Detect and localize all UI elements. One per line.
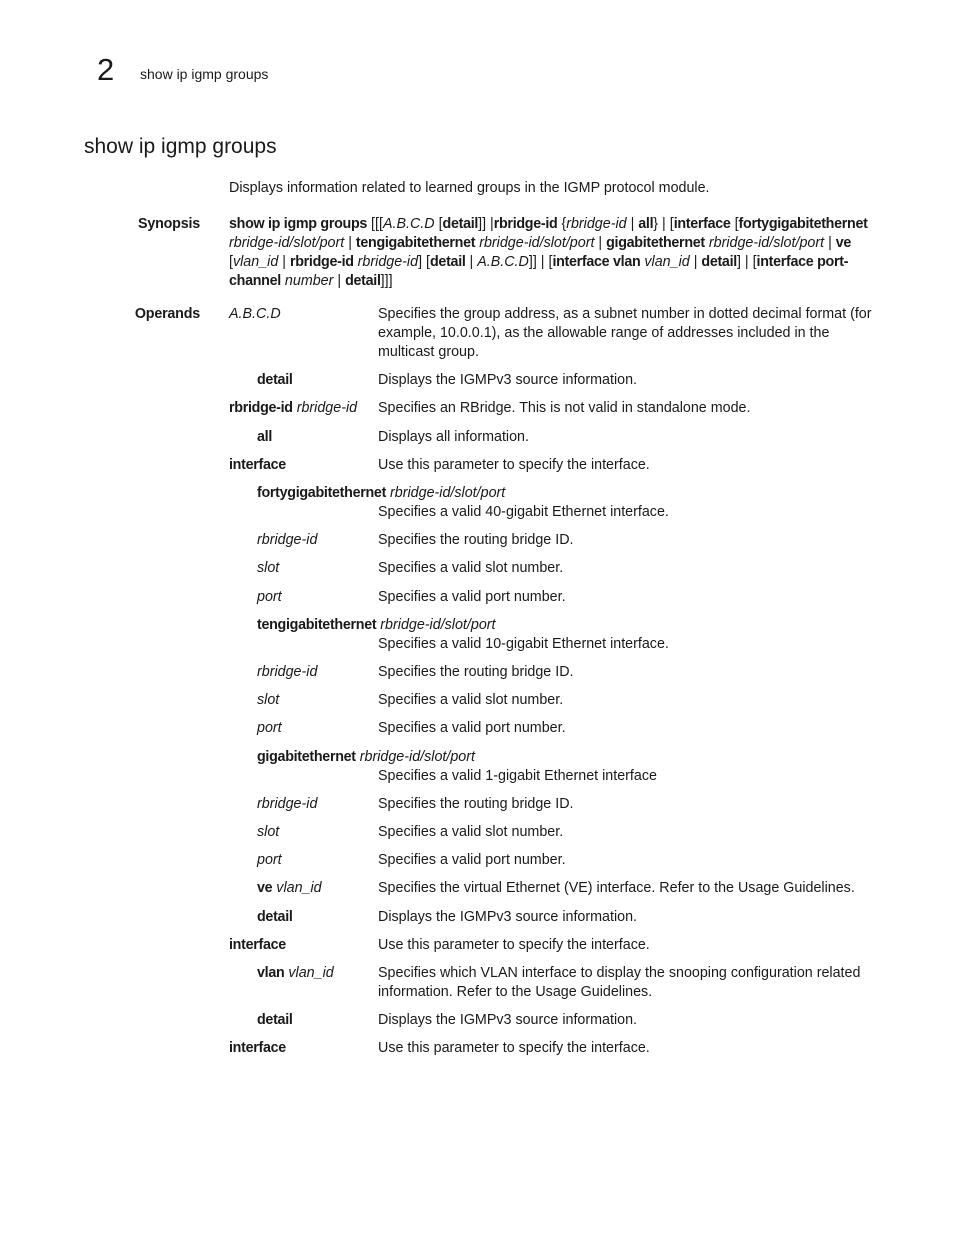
operand-term-part: interface <box>229 456 286 473</box>
synopsis-token: rbridge-id/slot/port <box>708 235 825 251</box>
synopsis-token: | <box>344 235 356 251</box>
operand-term <box>229 456 286 475</box>
operand-description: Specifies a valid slot number. <box>378 560 564 577</box>
operand-description: Displays the IGMPv3 source information. <box>378 372 638 389</box>
operand-term-part: fortygigabitethernet <box>257 485 387 501</box>
operand-term <box>257 484 505 503</box>
synopsis-token: | <box>689 254 702 270</box>
synopsis-token: show ip igmp groups <box>229 216 368 232</box>
operand-description: Specifies the routing bridge ID. <box>378 532 574 549</box>
synopsis-token: { <box>557 216 567 232</box>
synopsis-token: | <box>626 216 639 232</box>
synopsis-token: | <box>465 254 478 270</box>
operand-term-part: rbridge-id <box>296 400 358 417</box>
operand-term <box>229 305 281 324</box>
operand-term-part: rbridge-id/slot/port <box>359 748 475 765</box>
synopsis-token: A.B.C.D <box>382 216 435 232</box>
operand-term <box>257 1011 293 1030</box>
operand-description: Specifies the group address, as a subnet number in dotted decimal format (for example, 10.0.0.1), as the allowable range of addresses included in the multicast group. <box>378 306 872 360</box>
synopsis-token: all <box>638 216 654 232</box>
operands-label: Operands <box>134 306 200 322</box>
operand-term-part: rbridge-id <box>257 532 318 549</box>
operand-term <box>257 531 317 550</box>
operand-term-part: port <box>257 588 282 605</box>
operand-term-part: slot <box>257 824 280 840</box>
operand-description: Displays the IGMPv3 source information. <box>378 908 638 925</box>
synopsis-token: rbridge-id <box>566 216 627 232</box>
operand-term <box>257 663 317 682</box>
operand-description: Displays the IGMPv3 source information. <box>378 1012 638 1029</box>
operand-term <box>257 691 279 710</box>
operand-term-part: rbridge-id <box>257 795 318 812</box>
operand-term <box>257 879 322 898</box>
synopsis-token: | <box>824 235 836 251</box>
operand-term <box>257 719 282 738</box>
synopsis-token: interface vlan <box>552 254 641 270</box>
synopsis-token: tengigabitethernet <box>355 235 476 251</box>
chapter-number: 2 <box>97 52 115 87</box>
operand-description: Specifies an RBridge. This is not valid in standalone mode. <box>378 400 751 417</box>
operand-term-part: interface <box>229 936 286 953</box>
operand-term <box>257 748 475 767</box>
operand-term-part: slot <box>257 692 280 709</box>
synopsis-token: [ <box>434 216 443 232</box>
operand-term <box>229 1039 286 1058</box>
operand-description: Specifies the routing bridge ID. <box>378 795 574 812</box>
synopsis-token: detail <box>442 216 479 232</box>
operand-term <box>257 428 272 447</box>
synopsis-token: detail <box>345 273 381 289</box>
synopsis-token: ]]] <box>380 273 393 289</box>
operand-term-part: port <box>257 852 282 869</box>
operand-description: Specifies a valid slot number. <box>378 824 564 840</box>
operand-term-part: detail <box>257 1012 293 1029</box>
synopsis-token: [[[ <box>367 216 383 232</box>
operand-term-part: rbridge-id/slot/port <box>390 485 506 501</box>
operand-term-part: gigabitethernet <box>257 748 356 765</box>
synopsis-token: A.B.C.D <box>477 254 529 270</box>
operand-term-part: detail <box>257 908 293 925</box>
synopsis-token: interface port-channel <box>229 254 849 289</box>
operand-term <box>257 559 279 578</box>
operand-term-part: all <box>257 428 272 445</box>
synopsis-token: ve <box>835 235 852 251</box>
operand-term <box>257 616 496 635</box>
operand-description: Displays all information. <box>378 428 529 445</box>
synopsis-token: ] | [ <box>736 254 757 270</box>
command-description: Displays information related to learned groups in the IGMP protocol module. <box>229 180 710 196</box>
operand-term-part: A.B.C.D <box>229 306 281 322</box>
synopsis-token: detail <box>430 254 466 270</box>
synopsis-token: number <box>284 273 334 289</box>
synopsis-token: [ <box>730 216 739 232</box>
operand-description: Specifies a valid 40-gigabit Ethernet interface. <box>378 504 669 520</box>
operand-term-part: detail <box>257 372 293 389</box>
operand-term <box>257 823 279 842</box>
operand-description: Use this parameter to specify the interface. <box>378 456 650 473</box>
synopsis-token: | <box>333 273 346 289</box>
operand-term-part: rbridge-id <box>257 664 318 680</box>
synopsis-token: ] [ <box>418 254 430 270</box>
operand-term-part: rbridge-id/slot/port <box>380 616 496 633</box>
operand-description: Specifies a valid 1-gigabit Ethernet interface <box>378 767 657 784</box>
operand-description: Specifies a valid 10-gigabit Ethernet interface. <box>378 635 669 652</box>
synopsis-token: ]] | <box>478 216 494 232</box>
operand-term <box>257 851 282 870</box>
operand-term <box>229 936 286 955</box>
operand-description: Specifies a valid port number. <box>378 720 566 737</box>
running-header: show ip igmp groups <box>140 66 269 82</box>
synopsis-token: rbridge-id/slot/port <box>479 235 595 251</box>
synopsis-token: } | [ <box>653 216 674 232</box>
synopsis-token: detail <box>701 254 737 270</box>
synopsis-token: vlan_id <box>644 254 690 270</box>
operand-description: Specifies the routing bridge ID. <box>378 664 574 680</box>
operand-term <box>257 964 334 983</box>
operand-term <box>229 399 357 418</box>
operand-description: Specifies which VLAN interface to display the snooping configuration related information. Refer to the Usage Guidelines. <box>378 965 861 1000</box>
operand-term-part: vlan <box>257 965 285 981</box>
operand-term-part: rbridge-id <box>229 400 293 417</box>
synopsis-token: | <box>278 254 290 270</box>
synopsis-token: gigabitethernet <box>606 235 705 251</box>
operand-term <box>257 908 293 927</box>
synopsis-token: rbridge-id/slot/port <box>229 235 345 251</box>
operand-term-part: ve <box>257 880 273 897</box>
operand-term-part: interface <box>229 1040 286 1057</box>
synopsis-token: rbridge-id <box>493 216 558 232</box>
synopsis-token: interface <box>673 216 731 232</box>
operand-description: Use this parameter to specify the interface. <box>378 936 650 953</box>
operand-description: Specifies a valid port number. <box>378 852 566 869</box>
synopsis-text <box>229 215 879 291</box>
synopsis-token: | <box>594 235 607 251</box>
synopsis-token: rbridge-id <box>357 254 419 270</box>
synopsis-label: Synopsis <box>138 216 200 232</box>
operand-term-part: vlan_id <box>288 965 334 981</box>
operand-term-part: vlan_id <box>276 880 322 897</box>
operand-description: Use this parameter to specify the interface. <box>378 1040 650 1057</box>
operand-description: Specifies a valid port number. <box>378 588 566 605</box>
synopsis-token: vlan_id <box>232 254 279 270</box>
operand-term-part: tengigabitethernet <box>257 616 377 633</box>
page-title: show ip igmp groups <box>84 135 277 158</box>
operand-term <box>257 371 293 390</box>
operand-description: Specifies the virtual Ethernet (VE) interface. Refer to the Usage Guidelines. <box>378 880 855 897</box>
synopsis-token: [ <box>229 254 233 270</box>
operand-term <box>257 795 317 814</box>
synopsis-token: ]] | [ <box>528 254 553 270</box>
synopsis-token: fortygigabitethernet <box>738 216 868 232</box>
operand-term-part: slot <box>257 560 280 577</box>
operand-term-part: port <box>257 720 282 737</box>
operand-term <box>257 588 282 607</box>
synopsis-token: rbridge-id <box>289 254 354 270</box>
operand-description: Specifies a valid slot number. <box>378 692 564 709</box>
